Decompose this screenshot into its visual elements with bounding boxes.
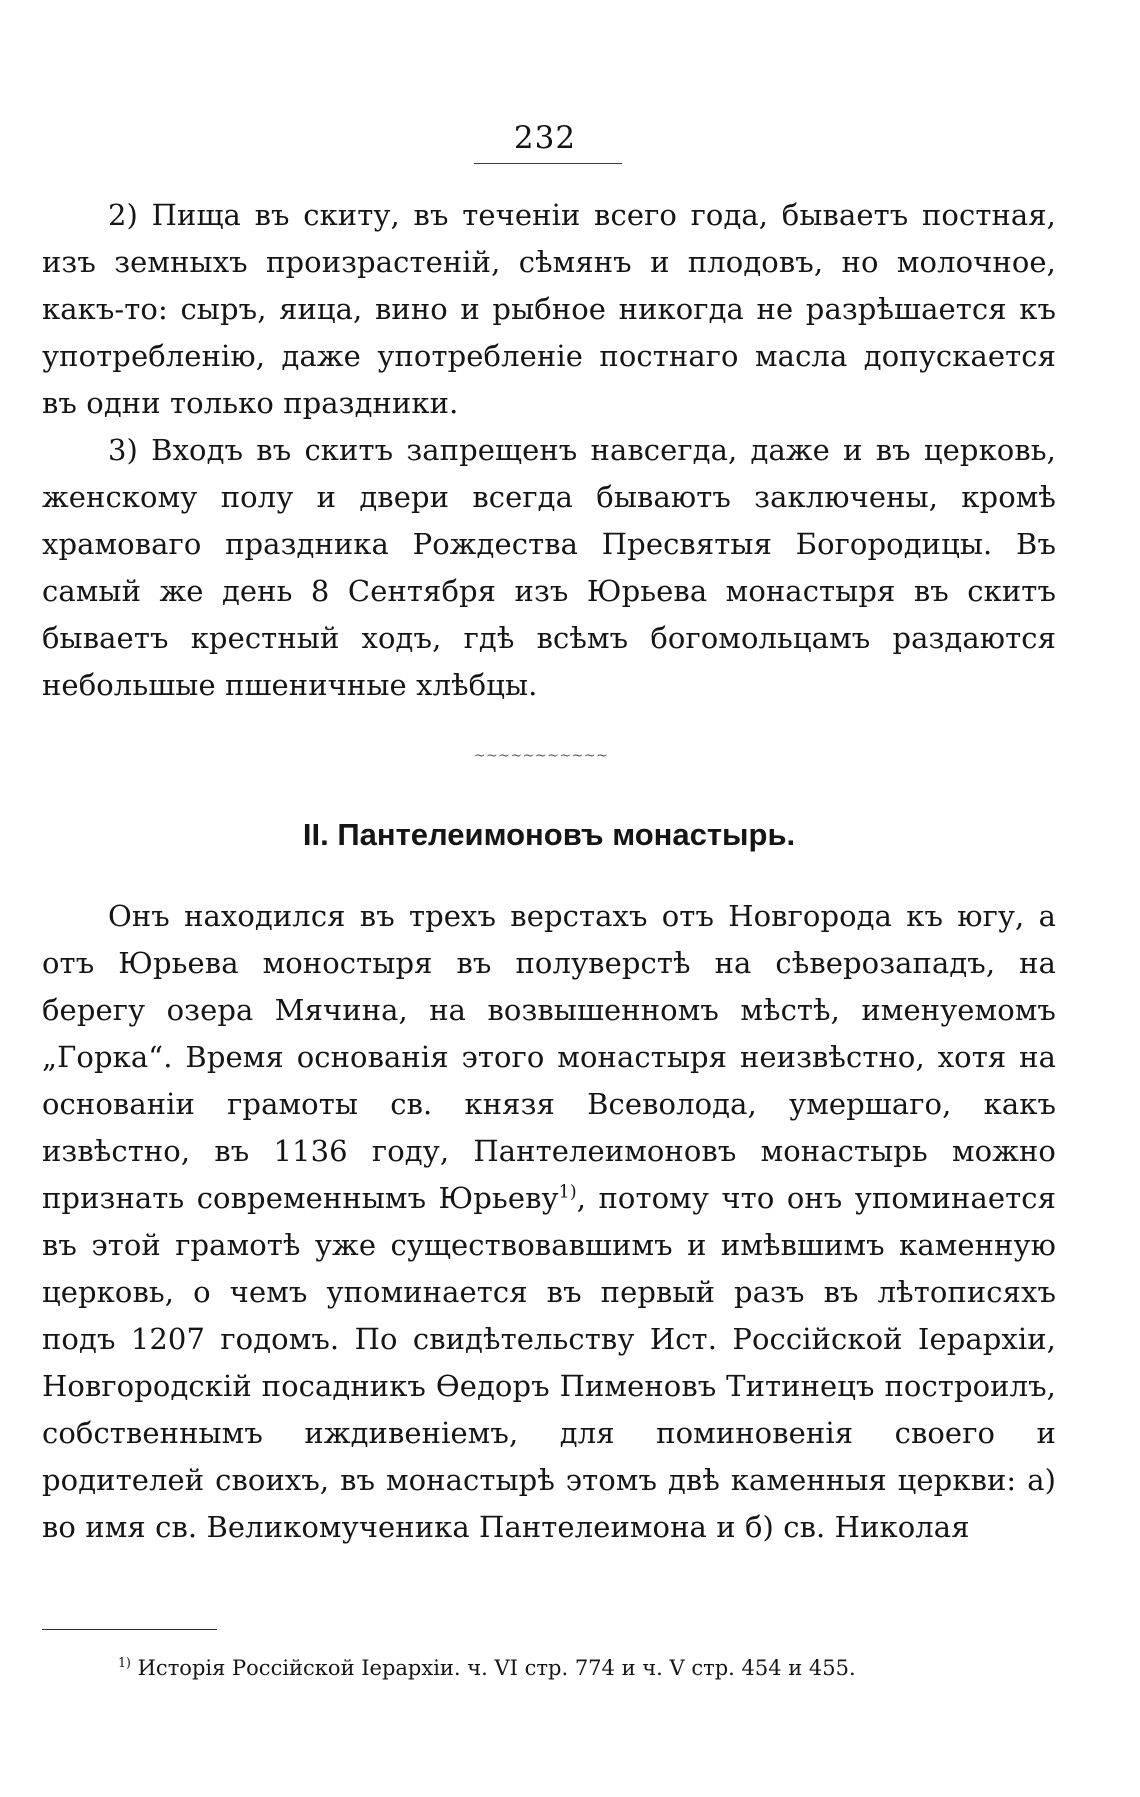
footnote-text: Исторія Россійской Іерархіи. ч. VI стр. 774 и ч. V стр. 454 и 455.	[130, 1656, 856, 1680]
paragraph-entry-rules: 3) Входъ въ скитъ запрещенъ навсегда, даже и въ церковь, женскому полу и двери всегда бываютъ заключены, кромѣ храмоваго праздника Рождества Пресвятыя Богородицы. Въ самый же день 8 Сентября изъ Юрьева монастыря въ скитъ бываетъ крестный ходъ, гдѣ всѣмъ богомольцамъ раздаются небольшые пшеничные хлѣбцы.	[42, 433, 1056, 702]
footnote-rule	[42, 1629, 217, 1630]
footnote-reference[interactable]: 1)	[558, 1182, 577, 1203]
section-divider: ~~~~~~~~~~~	[473, 748, 609, 764]
footnote-marker: 1)	[118, 1655, 131, 1670]
page-number: 232	[513, 120, 577, 156]
main-section	[42, 893, 1056, 1551]
paragraph-monastery-history	[42, 893, 1056, 1551]
paragraph-text-part-1: Онъ находился въ трехъ верстахъ отъ Новгорода къ югу, а отъ Юрьева моностыря въ полуверстѣ на сѣверозападъ, на берегу озера Мячина, на возвышенномъ мѣстѣ, именуемомъ „Горка“. Время основанія этого монастыря неизвѣстно, хотя на основаніи грамоты св. князя Всеволода, умершаго, какъ извѣстно, въ 1136 году, Пантелеимоновъ монастырь можно признать современнымъ Юрьеву	[42, 899, 1056, 1215]
top-section	[42, 192, 1056, 709]
footnote	[42, 1650, 1056, 1686]
page-number-rule	[474, 163, 622, 164]
section-heading: II. Пантелеимоновъ монастырь.	[302, 817, 796, 852]
paragraph-food-rules: 2) Пища въ скиту, въ теченіи всего года, бываетъ постная, изъ земныхъ произрастеній, сѣмянъ и плодовъ, но молочное, какъ-то: сыръ, яица, вино и рыбное никогда не разрѣшается къ употребленію, даже употребленіе постнаго масла допускается въ одни только праздники.	[42, 198, 1056, 420]
paragraph-text-part-2: , потому что онъ упоминается въ этой грамотѣ уже существовавшимъ и имѣвшимъ каменную церковь, о чемъ упоминается въ первый разъ въ лѣтописяхъ подъ 1207 годомъ. По свидѣтельству Ист. Россійской Іерархіи, Новгородскій посадникъ Ѳедоръ Пименовъ Титинецъ построилъ, собственнымъ иждивеніемъ, для поминовенія своего и родителей своихъ, въ монастырѣ этомъ двѣ каменныя церкви: а) во имя св. Великомученика Пантелеимона и б) св. Николая	[42, 1181, 1056, 1544]
